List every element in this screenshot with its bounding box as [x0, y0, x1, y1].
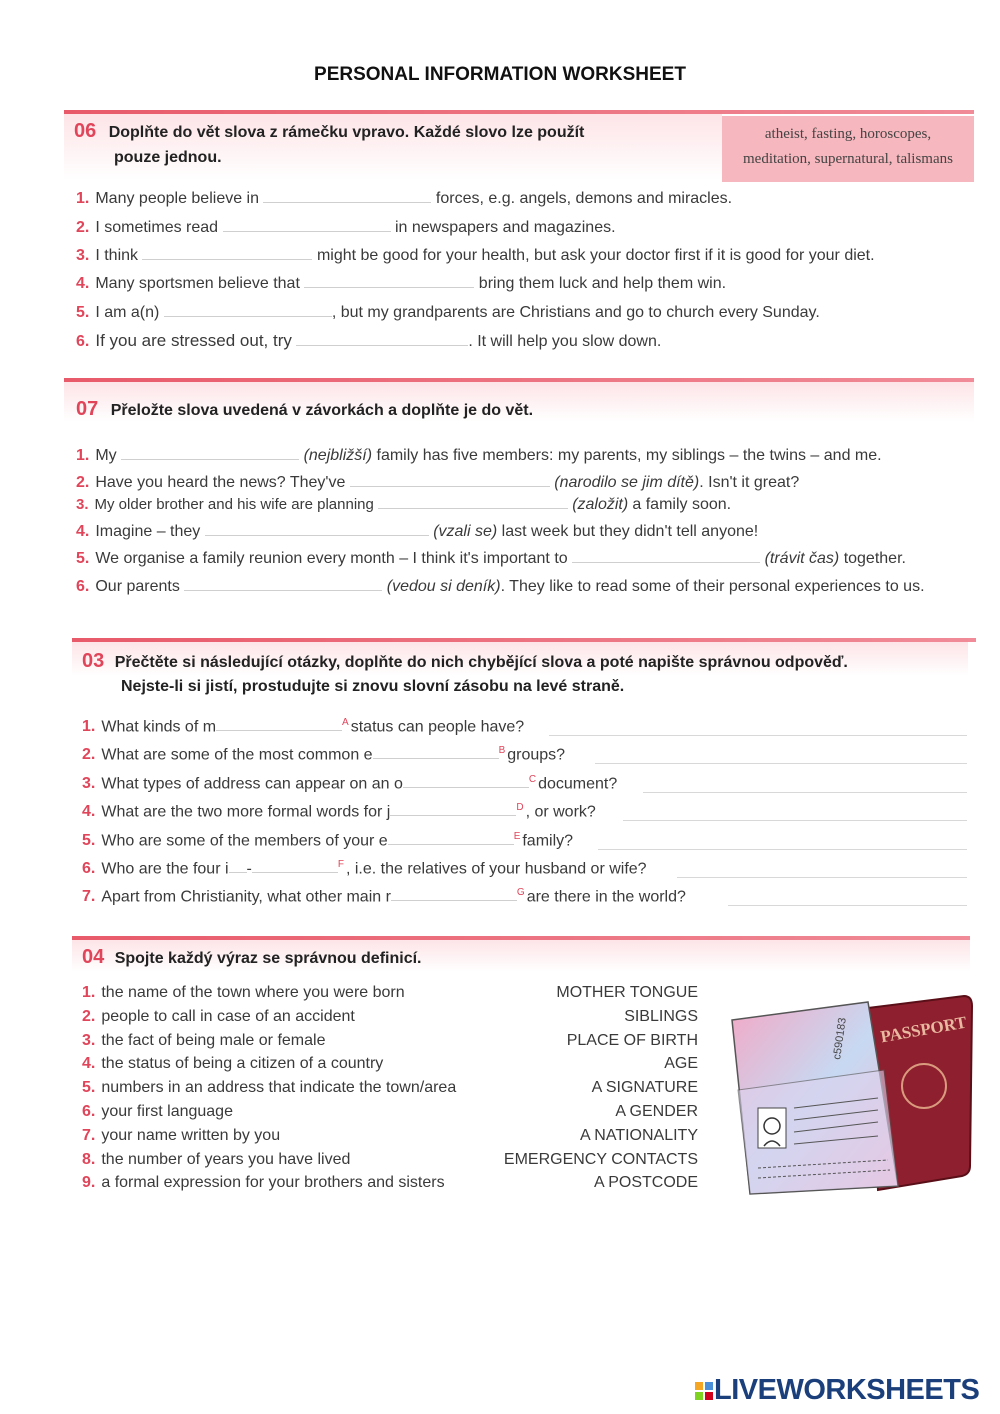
item-text-after: family has five members: my parents, my siblings – the twins – and me.: [376, 447, 882, 464]
s06-item-6: [76, 329, 661, 353]
liveworksheets-logo: [694, 1374, 979, 1407]
s07-item-3: [76, 492, 731, 516]
match-term[interactable]: A NATIONALITY: [580, 1126, 698, 1144]
item-text-after: forces, e.g. angels, demons and miracles.: [435, 190, 733, 207]
item-number: 3.: [76, 247, 90, 264]
item-number: 3.: [82, 775, 96, 793]
item-number: 4.: [76, 275, 90, 292]
logo-text: LIVEWORKSHEETS: [714, 1374, 980, 1406]
s04-item-7: [82, 1125, 280, 1147]
s06-item-1: [76, 186, 732, 210]
definition-text: the status of being a citizen of a country: [101, 1055, 384, 1073]
item-number: 5.: [76, 304, 90, 321]
answer-blank[interactable]: [296, 329, 468, 346]
answer-blank[interactable]: [164, 300, 332, 317]
answer-line[interactable]: [595, 762, 967, 764]
item-text-after: bring them luck and help them win.: [478, 275, 727, 292]
match-term[interactable]: A SIGNATURE: [591, 1079, 698, 1097]
match-term[interactable]: EMERGENCY CONTACTS: [503, 1150, 698, 1168]
item-number: 4.: [82, 803, 96, 821]
blank-letter: F: [337, 859, 344, 870]
word-box-line1: atheist, fasting, horoscopes,: [764, 126, 932, 142]
item-text-after: groups?: [507, 746, 566, 764]
item-text-after: status can people have?: [350, 718, 525, 736]
s07-item-5: [76, 546, 906, 570]
blank-letter: C: [528, 774, 537, 785]
passport-illustration: [728, 990, 976, 1198]
blank-letter: E: [513, 831, 521, 842]
blank-letter: D: [516, 802, 524, 813]
answer-blank[interactable]: [403, 771, 529, 788]
s04-item-9: [82, 1172, 445, 1194]
item-number: 2.: [82, 746, 96, 764]
item-hint: (nejbližší): [303, 447, 373, 464]
item-text-before: We organise a family reunion every month – I think it's important to: [95, 550, 568, 567]
answer-blank[interactable]: [378, 492, 568, 509]
item-text-before: Imagine – they: [95, 523, 201, 540]
passport-number: c590183: [831, 1016, 849, 1061]
s06-item-3: [76, 243, 875, 267]
s04-item-4: [82, 1053, 383, 1075]
item-text-before: I am a(n): [95, 304, 160, 321]
item-number: 8.: [82, 1150, 96, 1168]
s07-item-6: [76, 574, 925, 598]
answer-line[interactable]: [728, 904, 967, 906]
item-number: 9.: [82, 1174, 96, 1192]
item-number: 6.: [76, 333, 90, 350]
s03-item-5: [82, 826, 573, 852]
match-term[interactable]: SIBLINGS: [624, 1007, 698, 1025]
match-term[interactable]: PLACE OF BIRTH: [566, 1031, 698, 1049]
s06-item-4: [76, 271, 726, 295]
item-number: 2.: [76, 474, 90, 491]
answer-blank[interactable]: [263, 186, 431, 203]
s07-item-4: [76, 519, 758, 543]
answer-blank[interactable]: [121, 443, 299, 460]
item-number: 5.: [82, 1079, 96, 1097]
item-text-after: are there in the world?: [526, 888, 686, 906]
item-number: 6.: [82, 860, 96, 878]
item-number: 3.: [76, 496, 89, 513]
answer-blank[interactable]: [184, 574, 382, 591]
answer-blank[interactable]: [304, 271, 474, 288]
definition-text: numbers in an address that indicate the town/area: [101, 1079, 457, 1097]
item-number: 4.: [76, 523, 90, 540]
item-hint: (narodilo se jim dítě): [554, 474, 700, 491]
item-number: 1.: [76, 190, 90, 207]
item-text-before: What kinds of m: [101, 718, 217, 736]
item-text-after: a family soon.: [632, 496, 732, 513]
answer-blank[interactable]: [229, 856, 247, 873]
answer-blank[interactable]: [252, 856, 338, 873]
answer-blank[interactable]: [373, 742, 499, 759]
passport-photo: [758, 1108, 786, 1148]
blank-letter: A: [342, 717, 349, 728]
blank-letter: G: [516, 887, 525, 898]
s04-item-8: [82, 1149, 350, 1171]
item-hint: (vzali se): [433, 523, 498, 540]
s04-item-2: [82, 1006, 355, 1028]
item-text-after: together.: [843, 550, 906, 567]
item-text-after: might be good for your health, but ask your doctor first if it is good for your diet.: [316, 247, 875, 264]
answer-line[interactable]: [549, 734, 967, 736]
section-07-number: 07: [76, 398, 99, 420]
s04-item-6: [82, 1101, 233, 1123]
item-text-after: document?: [538, 775, 618, 793]
definition-text: your first language: [101, 1103, 233, 1120]
definition-text: a formal expression for your brothers and sisters: [101, 1174, 445, 1192]
match-term[interactable]: A GENDER: [615, 1103, 698, 1120]
answer-blank[interactable]: [390, 799, 516, 816]
item-text-after: , or work?: [525, 803, 596, 821]
definition-text: the fact of being male or female: [101, 1031, 326, 1049]
section-03-number: 03: [82, 650, 105, 672]
item-hint: (vedou si deník): [386, 578, 501, 595]
answer-line[interactable]: [598, 848, 967, 850]
item-number: 7.: [82, 888, 96, 906]
answer-blank[interactable]: [388, 828, 514, 845]
item-text-after: . It will help you slow down.: [468, 333, 662, 350]
blank-letter: B: [498, 745, 506, 756]
match-term[interactable]: A POSTCODE: [593, 1174, 698, 1192]
item-number: 6.: [76, 578, 90, 595]
item-text-before: Many sportsmen believe that: [95, 275, 300, 292]
definition-text: your name written by you: [101, 1126, 281, 1144]
answer-blank[interactable]: [205, 519, 429, 536]
item-number: 2.: [76, 219, 90, 236]
s03-item-4: [82, 797, 596, 823]
item-hint: (založit): [572, 496, 629, 513]
s03-item-3: [82, 769, 617, 795]
s04-item-5: [82, 1077, 456, 1099]
item-text-after: . They like to read some of their personal experiences to us.: [500, 578, 925, 595]
section-04-header: [82, 946, 421, 971]
blank-hyphen: -: [246, 860, 252, 878]
s04-item-1: [82, 982, 405, 1004]
item-number: 5.: [76, 550, 90, 567]
answer-blank[interactable]: [572, 546, 760, 563]
section-03-title-line1: Přečtěte si následující otázky, doplňte do nich chybějící slova a poté napište správnou odpověď.: [114, 654, 848, 671]
item-text-after: . Isn't it great?: [699, 474, 800, 491]
item-text-before: What types of address can appear on an o: [101, 775, 403, 793]
answer-blank[interactable]: [142, 243, 312, 260]
answer-blank[interactable]: [391, 884, 517, 901]
section-06-title-line2: pouze jednou.: [114, 149, 222, 166]
s03-item-7: [82, 882, 686, 908]
item-text-after: last week but they didn't tell anyone!: [501, 523, 759, 540]
answer-blank[interactable]: [350, 470, 550, 487]
item-text-before: What are some of the most common e: [101, 746, 373, 764]
s07-item-2: [76, 470, 799, 494]
s04-item-3: [82, 1030, 325, 1052]
item-number: 2.: [82, 1007, 96, 1025]
section-07-header: [76, 398, 533, 423]
definition-text: people to call in case of an accident: [101, 1007, 355, 1025]
item-text-before: I sometimes read: [95, 219, 219, 236]
s03-item-2: [82, 740, 565, 766]
page-title: PERSONAL INFORMATION WORKSHEET: [314, 64, 686, 85]
section-03-header: [82, 650, 848, 675]
item-number: 1.: [76, 447, 90, 464]
item-text-before: Our parents: [95, 578, 180, 595]
s06-item-5: [76, 300, 820, 324]
match-term[interactable]: MOTHER TONGUE: [556, 984, 698, 1001]
item-text-after: in newspapers and magazines.: [394, 219, 616, 236]
section-06-header: [74, 120, 584, 145]
item-number: 4.: [82, 1055, 96, 1073]
s03-item-6: [82, 854, 647, 880]
item-number: 3.: [82, 1031, 96, 1049]
word-box-line2: meditation, supernatural, talismans: [743, 151, 953, 167]
item-text-before: Have you heard the news? They've: [95, 474, 346, 491]
definition-text: the number of years you have lived: [101, 1150, 351, 1168]
word-box: [722, 116, 974, 182]
answer-blank[interactable]: [223, 215, 391, 232]
item-text-before: Who are the four i: [101, 860, 229, 878]
s07-item-1: [76, 443, 882, 467]
section-04-number: 04: [82, 946, 105, 968]
passport-open-pages: [732, 1002, 898, 1194]
s03-item-1: [82, 712, 524, 738]
item-text-before: Who are some of the members of your e: [101, 832, 388, 850]
item-text-before: What are the two more formal words for j: [101, 803, 391, 821]
item-number: 1.: [82, 718, 96, 736]
answer-line[interactable]: [623, 819, 967, 821]
answer-line[interactable]: [643, 791, 967, 793]
definition-text: the name of the town where you were born: [101, 984, 405, 1001]
match-term[interactable]: AGE: [664, 1055, 698, 1073]
item-number: 1.: [82, 984, 96, 1001]
section-06-title-line1: Doplňte do vět slova z rámečku vpravo. Každé slovo lze použít: [108, 124, 585, 141]
section-07-title: Přeložte slova uvedená v závorkách a doplňte je do vět.: [110, 402, 534, 419]
item-text-before: I think: [95, 247, 139, 264]
item-text-after: , but my grandparents are Christians and go to church every Sunday.: [331, 304, 820, 321]
item-text-before: My: [95, 447, 117, 464]
item-text-before: If you are stressed out, try: [95, 331, 292, 350]
item-number: 7.: [82, 1126, 96, 1144]
logo-icon: [694, 1381, 714, 1401]
passport-cover-text: PASSPORT: [879, 1012, 968, 1047]
section-04-title: Spojte každý výraz se správnou definicí.: [114, 950, 422, 967]
item-number: 5.: [82, 832, 96, 850]
item-text-after: , i.e. the relatives of your husband or wife?: [345, 860, 647, 878]
item-number: 6.: [82, 1103, 96, 1120]
item-hint: (trávit čas): [764, 550, 840, 567]
item-text-after: family?: [522, 832, 574, 850]
answer-blank[interactable]: [216, 714, 342, 731]
section-06-number: 06: [74, 120, 97, 142]
section-03-title-line2: Nejste-li si jistí, prostudujte si znovu slovní zásobu na levé straně.: [121, 678, 625, 695]
s06-item-2: [76, 215, 616, 239]
answer-line[interactable]: [677, 876, 967, 878]
item-text-before: Apart from Christianity, what other main r: [101, 888, 391, 906]
item-text-before: Many people believe in: [95, 190, 260, 207]
item-text-before: My older brother and his wife are planning: [94, 496, 374, 513]
